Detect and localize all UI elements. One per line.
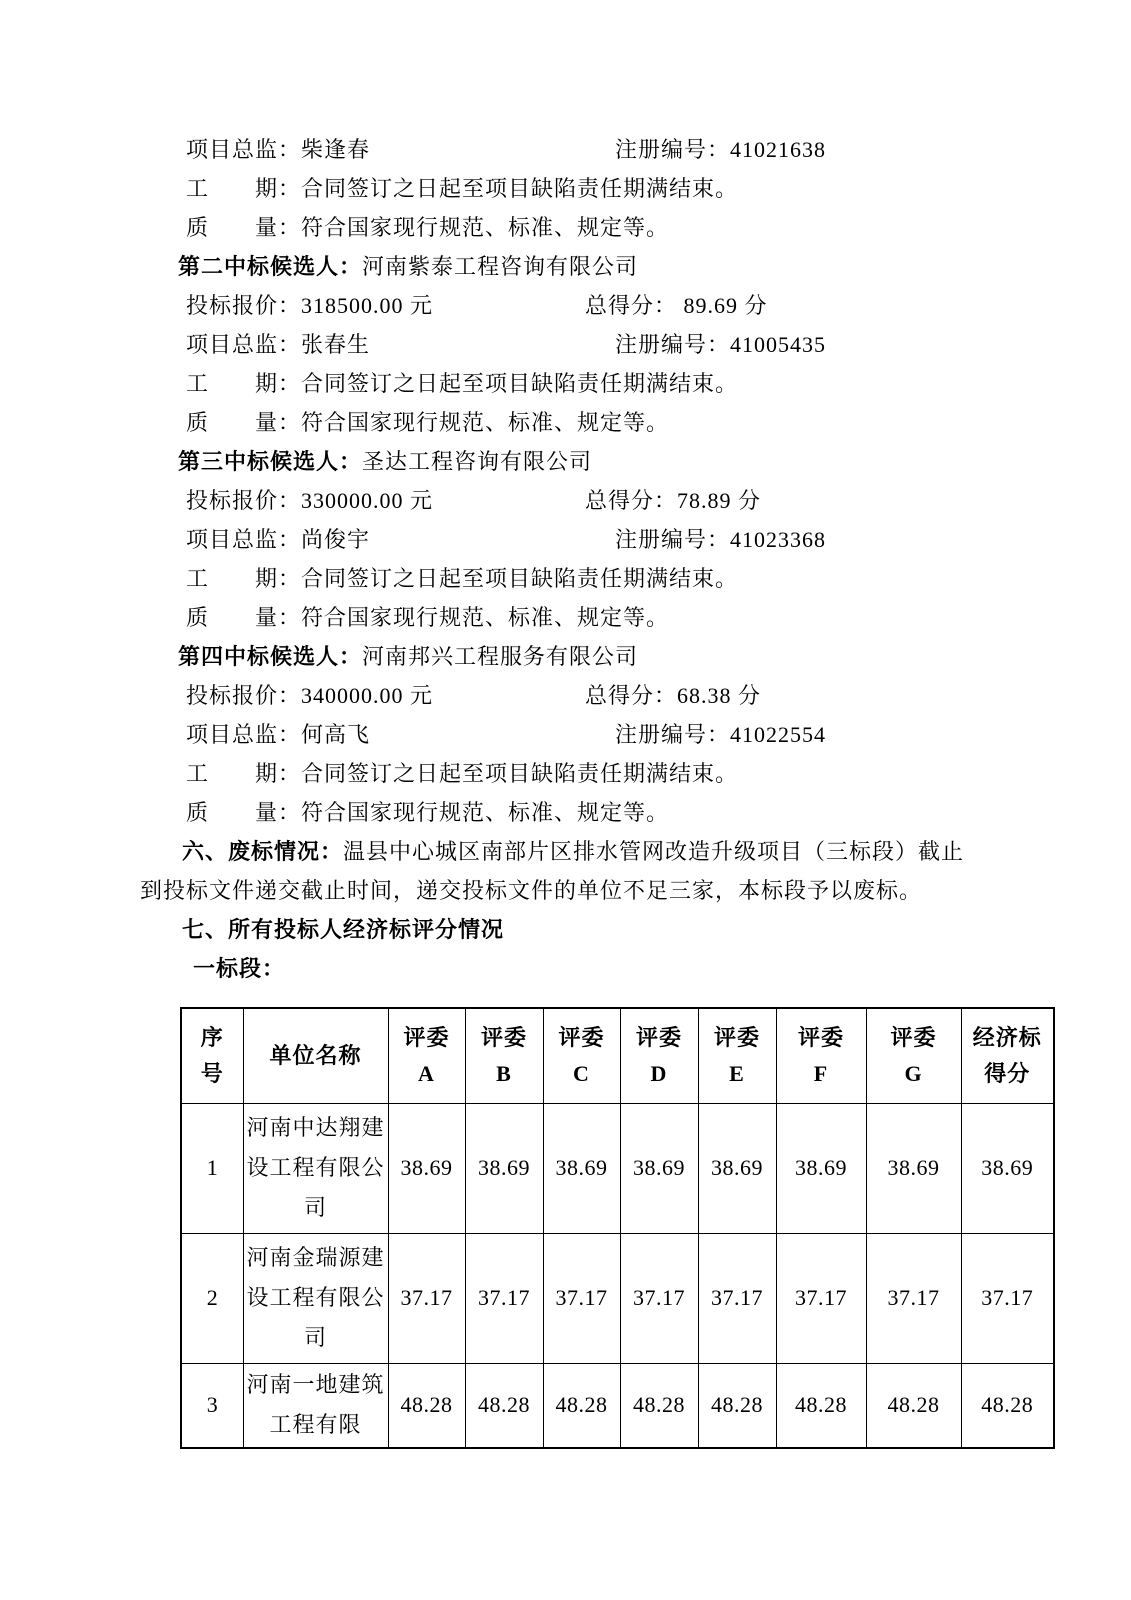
cell-score: 37.17: [465, 1233, 543, 1363]
candidate-3-company: 圣达工程咨询有限公司: [362, 449, 593, 474]
table-header-row: [181, 1008, 1054, 1103]
line-director-3: [140, 520, 1040, 559]
line-section6-second: 到投标文件递交截止时间，递交投标文件的单位不足三家，本标段予以废标。: [140, 878, 923, 903]
line-duration-2: 工 期：合同签订之日起至项目缺陷责任期满结束。: [186, 371, 739, 396]
cell-company-2: 河南金瑞源建设工程有限公司: [243, 1233, 388, 1363]
cell-score: 48.28: [776, 1363, 866, 1448]
line-candidate-4: [140, 637, 1040, 676]
bid-price-3: 投标报价：330000.00 元: [186, 488, 434, 513]
line-candidate-3: [140, 442, 1040, 481]
candidate-4-heading: 第四中标候选人：: [178, 644, 363, 669]
candidate-3-heading: 第三中标候选人：: [178, 449, 363, 474]
director-label: 项目总监：柴逢春: [186, 137, 371, 162]
cell-score: 37.17: [776, 1233, 866, 1363]
th-judge-f-line1: 评委: [797, 1024, 844, 1050]
th-serial-line1: 序: [200, 1024, 224, 1050]
th-serial: [181, 1008, 243, 1103]
director-2: 项目总监：张春生: [186, 332, 371, 357]
director-4: 项目总监：何高飞: [186, 722, 371, 747]
table-row: [181, 1103, 1054, 1233]
line-director-1: [140, 130, 1040, 169]
th-judge-e-line2: E: [729, 1060, 745, 1086]
cell-score: 37.17: [866, 1233, 961, 1363]
line-director-4: [140, 715, 1040, 754]
th-judge-f-line2: F: [813, 1060, 829, 1086]
th-company: [243, 1008, 388, 1103]
bid-price-2: 投标报价：318500.00 元: [186, 293, 434, 318]
th-judge-c-line1: 评委: [558, 1024, 605, 1050]
cell-company-3: 河南一地建筑工程有限: [243, 1363, 388, 1448]
cell-score: 37.17: [620, 1233, 698, 1363]
cell-serial-1: 1: [181, 1103, 243, 1233]
section6-body-1: 温县中心城区南部片区排水管网改造升级项目（三标段）截止: [343, 839, 965, 864]
th-economic-score: [961, 1008, 1054, 1103]
th-company-label: 单位名称: [269, 1042, 362, 1068]
cell-score: 37.17: [961, 1233, 1054, 1363]
cell-score: 48.28: [698, 1363, 776, 1448]
th-judge-g-line1: 评委: [890, 1024, 937, 1050]
cell-score: 38.69: [866, 1103, 961, 1233]
cell-score: 37.17: [698, 1233, 776, 1363]
cell-score: 38.69: [543, 1103, 620, 1233]
line-segment-label: 一标段：: [193, 956, 286, 981]
total-score-3: 总得分：78.89 分: [585, 488, 762, 513]
reg-number-2: 注册编号：41005435: [615, 332, 827, 357]
th-judge-a: [388, 1008, 465, 1103]
line-duration-4: 工 期：合同签订之日起至项目缺陷责任期满结束。: [186, 761, 739, 786]
line-price-4: [140, 676, 1040, 715]
cell-score: 38.69: [388, 1103, 465, 1233]
line-quality-1: 质 量：符合国家现行规范、标准、规定等。: [186, 215, 670, 240]
cell-score: 48.28: [620, 1363, 698, 1448]
line-quality-3: 质 量：符合国家现行规范、标准、规定等。: [186, 605, 670, 630]
cell-score: 48.28: [465, 1363, 543, 1448]
cell-score: 48.28: [388, 1363, 465, 1448]
th-judge-b: [465, 1008, 543, 1103]
cell-score: 37.17: [388, 1233, 465, 1363]
cell-score: 48.28: [543, 1363, 620, 1448]
cell-score: 38.69: [620, 1103, 698, 1233]
section6-heading: 六、废标情况：: [182, 839, 344, 864]
th-judge-d: [620, 1008, 698, 1103]
th-judge-c-line2: C: [573, 1060, 590, 1086]
th-judge-d-line1: 评委: [635, 1024, 682, 1050]
cell-serial-2: 2: [181, 1233, 243, 1363]
reg-number-4: 注册编号：41022554: [615, 722, 827, 747]
th-judge-c: [543, 1008, 620, 1103]
th-judge-e-line1: 评委: [713, 1024, 760, 1050]
text-block: [140, 130, 1040, 988]
th-economic-line1: 经济标: [972, 1024, 1042, 1050]
th-judge-b-line1: 评委: [480, 1024, 527, 1050]
line-quality-4: 质 量：符合国家现行规范、标准、规定等。: [186, 800, 670, 825]
cell-score: 37.17: [543, 1233, 620, 1363]
cell-score: 38.69: [961, 1103, 1054, 1233]
th-judge-a-line1: 评委: [403, 1024, 450, 1050]
th-judge-a-line2: A: [418, 1060, 435, 1086]
th-judge-g: [866, 1008, 961, 1103]
director-3: 项目总监：尚俊宇: [186, 527, 371, 552]
line-section7-heading: 七、所有投标人经济标评分情况: [182, 917, 505, 942]
line-price-2: [140, 286, 1040, 325]
table-row: [181, 1363, 1054, 1448]
candidate-2-heading: 第二中标候选人：: [178, 254, 363, 279]
economic-score-table: [180, 1007, 1055, 1449]
cell-company-1: 河南中达翔建设工程有限公司: [243, 1103, 388, 1233]
line-section6-first: [140, 832, 1040, 871]
line-duration-3: 工 期：合同签订之日起至项目缺陷责任期满结束。: [186, 566, 739, 591]
line-duration-1: 工 期：合同签订之日起至项目缺陷责任期满结束。: [186, 176, 739, 201]
bid-price-4: 投标报价：340000.00 元: [186, 683, 434, 708]
cell-score: 38.69: [465, 1103, 543, 1233]
total-score-4: 总得分：68.38 分: [585, 683, 762, 708]
th-serial-line2: 号: [200, 1060, 224, 1086]
th-judge-e: [698, 1008, 776, 1103]
line-quality-2: 质 量：符合国家现行规范、标准、规定等。: [186, 410, 670, 435]
table-row: [181, 1233, 1054, 1363]
line-price-3: [140, 481, 1040, 520]
cell-score: 48.28: [961, 1363, 1054, 1448]
th-judge-d-line2: D: [650, 1060, 668, 1086]
reg-number-1: 注册编号：41021638: [615, 137, 827, 162]
th-judge-b-line2: B: [496, 1060, 512, 1086]
th-judge-f: [776, 1008, 866, 1103]
total-score-2: 总得分： 89.69 分: [585, 293, 768, 318]
line-candidate-2: [140, 247, 1040, 286]
th-economic-line2: 得分: [984, 1060, 1031, 1086]
line-director-2: [140, 325, 1040, 364]
th-judge-g-line2: G: [904, 1060, 923, 1086]
cell-score: 38.69: [776, 1103, 866, 1233]
reg-number-3: 注册编号：41023368: [615, 527, 827, 552]
cell-serial-3: 3: [181, 1363, 243, 1448]
candidate-2-company: 河南紫泰工程咨询有限公司: [362, 254, 639, 279]
cell-score: 48.28: [866, 1363, 961, 1448]
cell-score: 38.69: [698, 1103, 776, 1233]
candidate-4-company: 河南邦兴工程服务有限公司: [362, 644, 639, 669]
